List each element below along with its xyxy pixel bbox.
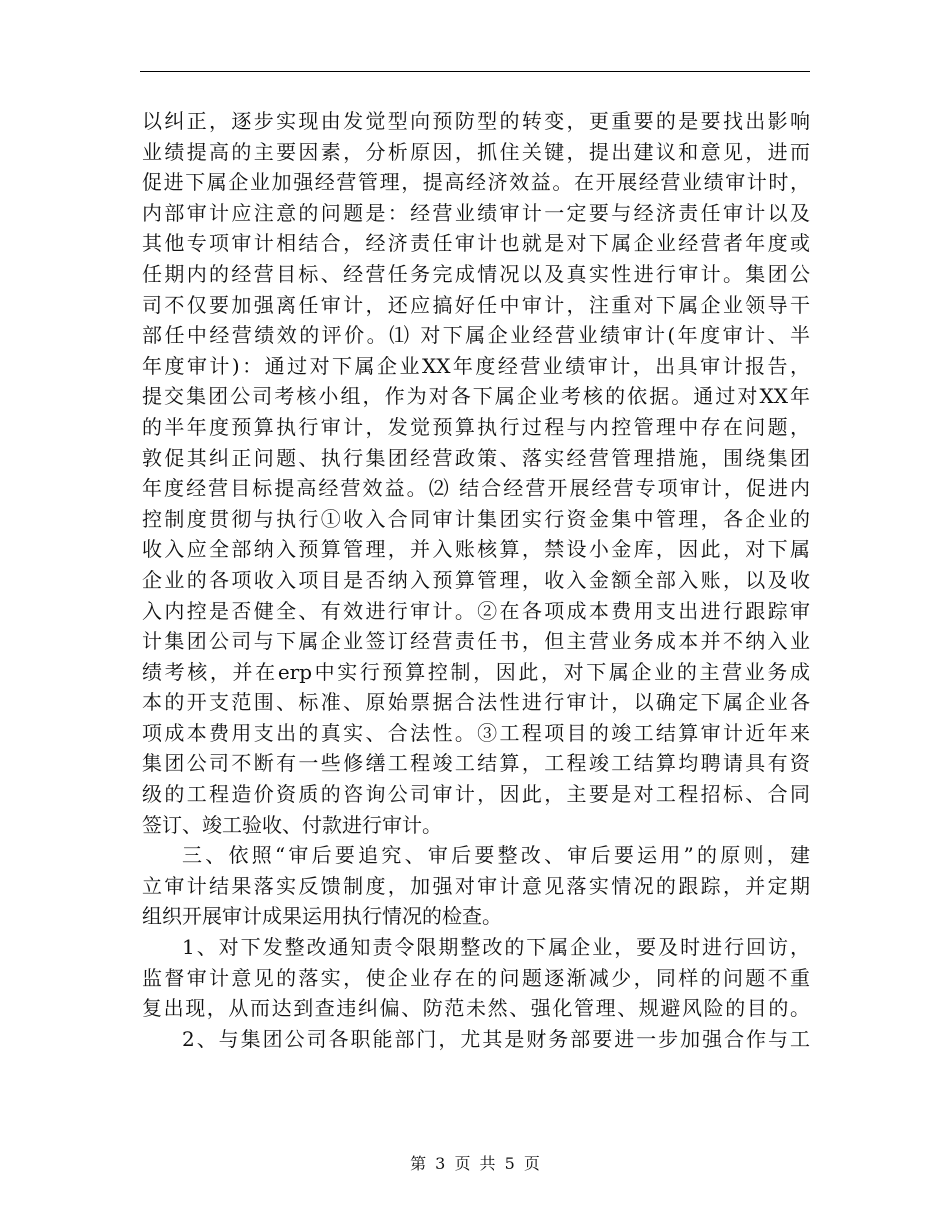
text-line: 收入应全部纳入预算管理，并入账核算，禁设小金库，因此，对下属 bbox=[142, 537, 810, 562]
paragraph-1 bbox=[142, 106, 810, 840]
text-line: 集团公司不断有一些修缮工程竣工结算，工程竣工结算均聘请具有资 bbox=[142, 751, 810, 776]
text-line: 部任中经营绩效的评价。⑴ 对下属企业经营业绩审计(年度审计、半 bbox=[142, 323, 810, 348]
text-line: 以纠正，逐步实现由发觉型向预防型的转变，更重要的是要找出影响 bbox=[142, 109, 810, 133]
text-line: 本的开支范围、标准、原始票据合法性进行审计，以确定下属企业各 bbox=[142, 690, 810, 715]
paragraph-3 bbox=[142, 932, 810, 1024]
text-line: 项成本费用支出的真实、合法性。③工程项目的竣工结算审计近年来 bbox=[142, 720, 810, 745]
text-line: 司不仅要加强离任审计，还应搞好任中审计，注重对下属企业领导干 bbox=[142, 292, 810, 317]
paragraph-2 bbox=[142, 840, 810, 932]
text-line: 签订、竣工验收、付款进行审计。 bbox=[142, 812, 442, 837]
page-number-footer: 第 3 页 共 5 页 bbox=[410, 1154, 540, 1173]
text-line: 提交集团公司考核小组，作为对各下属企业考核的依据。通过对XX年 bbox=[142, 384, 810, 409]
text-line: 复出现，从而达到查违纠偏、防范未然、强化管理、规避风险的目的。 bbox=[142, 996, 810, 1021]
text-line: 的半年度预算执行审计，发觉预算执行过程与内控管理中存在问题， bbox=[142, 414, 810, 439]
text-line: 组织开展审计成果运用执行情况的检查。 bbox=[142, 904, 502, 929]
text-line: 控制度贯彻与执行①收入合同审计集团实行资金集中管理，各企业的 bbox=[142, 506, 810, 531]
text-line: 立审计结果落实反馈制度，加强对审计意见落实情况的跟踪，并定期 bbox=[142, 873, 810, 898]
text-line: 级的工程造价资质的咨询公司审计，因此，主要是对工程招标、合同 bbox=[142, 782, 810, 807]
document-body bbox=[142, 106, 810, 1054]
header-rule bbox=[140, 71, 810, 72]
text-line: 敦促其纠正问题、执行集团经营政策、落实经营管理措施，围绕集团 bbox=[142, 445, 810, 470]
text-line: 入内控是否健全、有效进行审计。②在各项成本费用支出进行跟踪审 bbox=[142, 598, 810, 623]
paragraph-4 bbox=[142, 1024, 810, 1055]
text-line: 年度经营目标提高经营效益。⑵ 结合经营开展经营专项审计，促进内 bbox=[142, 476, 810, 501]
text-line: 任期内的经营目标、经营任务完成情况以及真实性进行审计。集团公 bbox=[142, 261, 810, 286]
text-line: 2、与集团公司各职能部门，尤其是财务部要进一步加强合作与工 bbox=[182, 1026, 810, 1051]
text-line: 促进下属企业加强经营管理，提高经济效益。在开展经营业绩审计时， bbox=[142, 170, 810, 195]
text-line: 其他专项审计相结合，经济责任审计也就是对下属企业经营者年度或 bbox=[142, 231, 810, 256]
text-line: 企业的各项收入项目是否纳入预算管理，收入金额全部入账，以及收 bbox=[142, 567, 810, 592]
text-line: 1、对下发整改通知责令限期整改的下属企业，要及时进行回访， bbox=[182, 935, 810, 960]
text-line: 三、依照“审后要追究、审后要整改、审后要运用”的原则，建 bbox=[182, 843, 810, 868]
text-line: 计集团公司与下属企业签订经营责任书，但主营业务成本并不纳入业 bbox=[142, 629, 810, 654]
text-line: 绩考核，并在erp中实行预算控制，因此，对下属企业的主营业务成 bbox=[142, 659, 810, 684]
text-line: 年度审计)：通过对下属企业XX年度经营业绩审计，出具审计报告， bbox=[142, 353, 810, 378]
text-line: 业绩提高的主要因素，分析原因，抓住关键，提出建议和意见，进而 bbox=[142, 139, 810, 164]
text-line: 监督审计意见的落实，使企业存在的问题逐渐减少，同样的问题不重 bbox=[142, 965, 810, 990]
text-line: 内部审计应注意的问题是：经营业绩审计一定要与经济责任审计以及 bbox=[142, 200, 810, 225]
